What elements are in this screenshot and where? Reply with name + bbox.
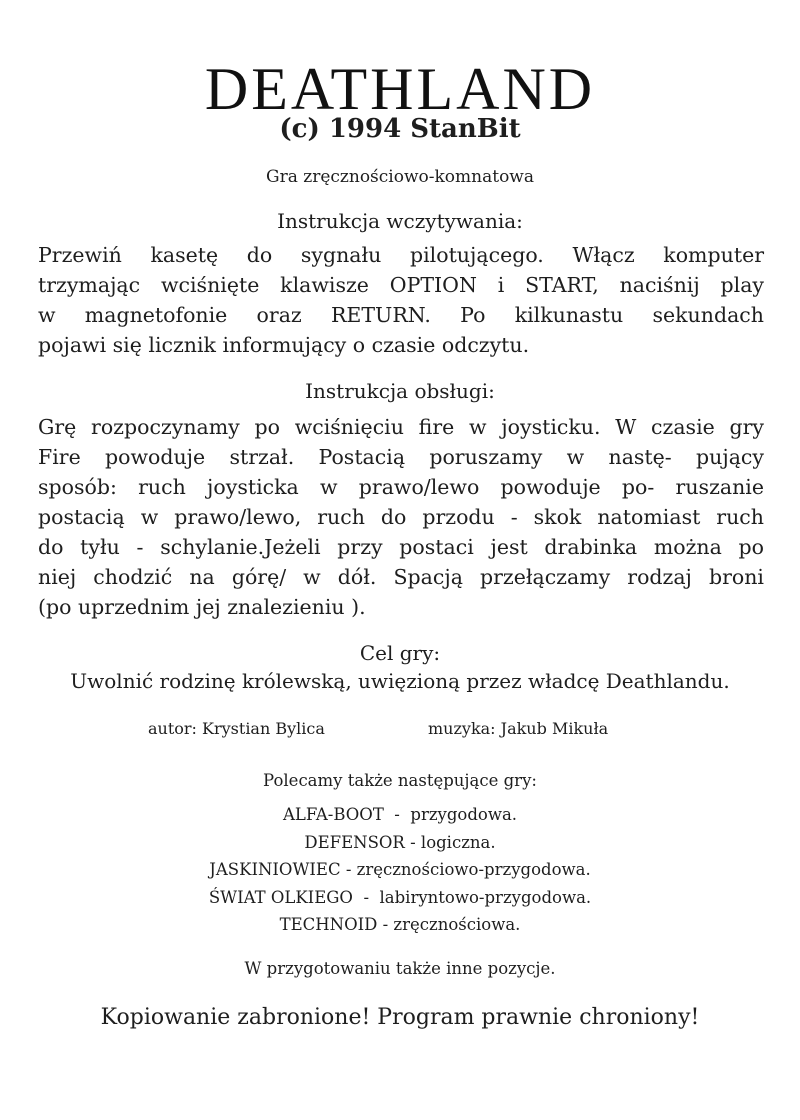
author-credit: autor: Krystian Bylica xyxy=(148,719,325,738)
controls-heading: Instrukcja obsługi: xyxy=(305,379,495,403)
list-item: ALFA-BOOT - przygodowa. xyxy=(282,805,518,824)
game-logo: DEATHLAND xyxy=(204,56,596,122)
copy-protection-notice: Kopiowanie zabronione! Program prawnie chroniony! xyxy=(100,1005,700,1030)
goal-text: Uwolnić rodzinę królewską, uwięzioną przez władcę Deathlandu. xyxy=(70,669,730,693)
controls-line: do tyłu - schylanie.Jeżeli przy postaci jest drabinka można po xyxy=(38,535,764,559)
list-item: TECHNOID - zręcznościowa. xyxy=(279,915,521,934)
loading-instructions xyxy=(38,240,764,360)
music-credit: muzyka: Jakub Mikuła xyxy=(428,719,609,738)
controls-line: Fire powoduje strzał. Postacią poruszamy w nastę- pujący xyxy=(38,445,764,469)
controls-line: Grę rozpoczynamy po wciśnięciu fire w joysticku. W czasie gry xyxy=(38,415,764,439)
loading-line: Przewiń kasetę do sygnału pilotującego. Włącz komputer xyxy=(38,243,764,267)
controls-line: (po uprzednim jej znalezieniu ). xyxy=(38,595,366,619)
preparing-note: W przygotowaniu także inne pozycje. xyxy=(244,959,556,978)
copyright-line: (c) 1994 StanBit xyxy=(279,114,521,144)
list-item: ŚWIAT OLKIEGO - labiryntowo-przygodowa. xyxy=(208,887,592,907)
loading-heading: Instrukcja wczytywania: xyxy=(277,209,523,233)
controls-line: postacią w prawo/lewo, ruch do przodu - skok natomiast ruch xyxy=(38,505,764,529)
controls-instructions xyxy=(38,412,764,622)
loading-line: trzymając wciśnięte klawisze OPTION i START, naciśnij play xyxy=(38,273,764,297)
controls-line: sposób: ruch joysticka w prawo/lewo powoduje po- ruszanie xyxy=(38,475,764,499)
loading-line: w magnetofonie oraz RETURN. Po kilkunastu sekundach xyxy=(38,303,764,327)
game-genre: Gra zręcznościowo-komnatowa xyxy=(266,167,534,187)
recommended-games-list xyxy=(0,801,800,939)
controls-line: niej chodzić na górę/ w dół. Spacją przełączamy rodzaj broni xyxy=(38,565,764,589)
loading-line: pojawi się licznik informujący o czasie odczytu. xyxy=(38,333,530,357)
list-item: JASKINIOWIEC - zręcznościowo-przygodowa. xyxy=(209,860,591,879)
goal-heading: Cel gry: xyxy=(359,641,441,665)
recommended-heading: Polecamy także następujące gry: xyxy=(263,771,537,790)
list-item: DEFENSOR - logiczna. xyxy=(304,832,496,852)
